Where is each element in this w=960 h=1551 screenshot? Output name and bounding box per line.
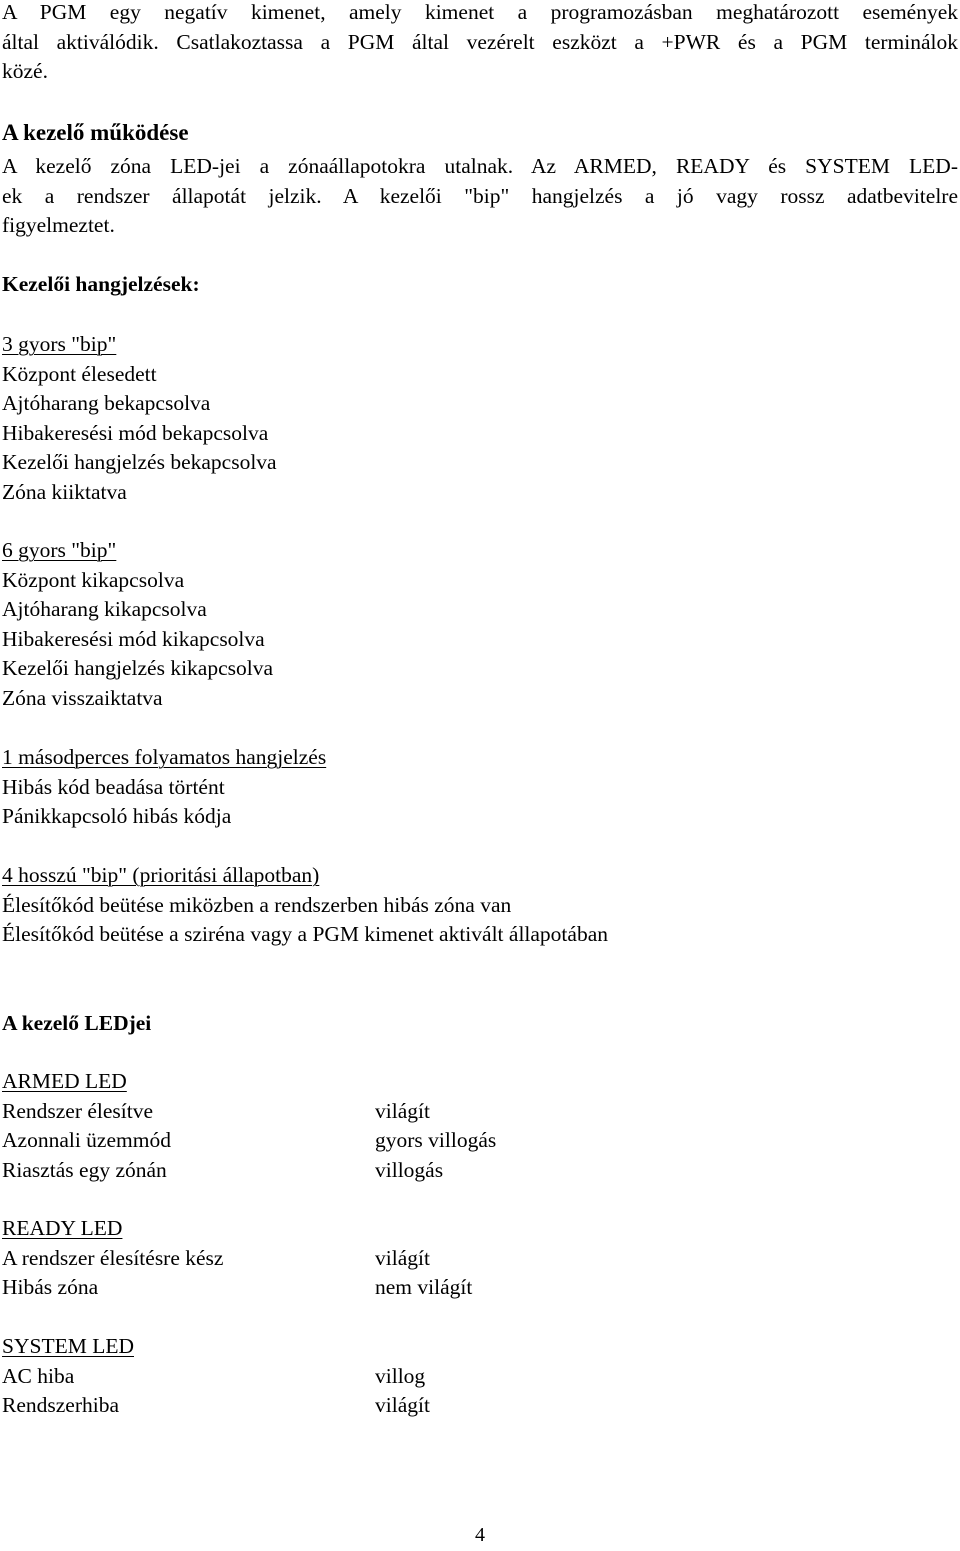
beep-group-header: 4 hosszú "bip" (prioritási állapotban): [2, 863, 320, 887]
led-row-state: nem világít: [375, 1275, 473, 1299]
led-row-label: Hibás zóna: [2, 1275, 99, 1299]
led-group-armed: [2, 1067, 958, 1185]
beep-group-header: 1 másodperces folyamatos hangjelzés: [2, 745, 327, 769]
beep-item: Kezelői hangjelzés bekapcsolva: [2, 450, 277, 474]
intro-line: közé.: [2, 59, 48, 83]
beep-item: Élesítőkód beütése a sziréna vagy a PGM kimenet aktivált állapotában: [2, 922, 608, 946]
beep-item: Hibakeresési mód kikapcsolva: [2, 626, 265, 651]
beep-group-header: 6 gyors "bip": [2, 538, 117, 562]
beeps-title: Kezelői hangjelzések:: [2, 272, 200, 296]
beep-item: Ajtóharang bekapcsolva: [2, 391, 211, 415]
leds-title-block: [2, 1009, 958, 1039]
led-row-state: világít: [375, 1245, 430, 1270]
led-row-label: Rendszer élesítve: [2, 1098, 154, 1123]
led-row-label: AC hiba: [2, 1363, 75, 1388]
page-number: 4: [475, 1524, 485, 1546]
led-row-label: Rendszerhiba: [2, 1393, 120, 1417]
beep-group-long: [2, 861, 958, 950]
beep-item: Zóna visszaiktatva: [2, 685, 163, 710]
led-row-label: A rendszer élesítésre kész: [2, 1245, 224, 1270]
led-group-system: [2, 1332, 958, 1421]
led-row: [2, 1097, 958, 1127]
beep-item: Központ élesedett: [2, 361, 157, 386]
beep-item: Ajtóharang kikapcsolva: [2, 597, 207, 621]
led-group-header: ARMED LED: [2, 1069, 127, 1093]
operation-paragraph: [2, 152, 958, 241]
led-row-state: világít: [375, 1393, 430, 1417]
led-row-state: világít: [375, 1098, 430, 1123]
led-group-ready: [2, 1214, 958, 1303]
beep-item: Kezelői hangjelzés kikapcsolva: [2, 656, 274, 680]
led-row-label: Riasztás egy zónán: [2, 1157, 167, 1182]
beeps-title-block: [2, 270, 958, 300]
led-row: [2, 1156, 958, 1186]
operation-line: ek a rendszer állapotát jelzik. A kezelői "bip" hangjelzés a jó vagy rossz adatbevitelre: [2, 183, 958, 208]
beep-item: Pánikkapcsoló hibás kódja: [2, 804, 232, 828]
led-row-state: villogás: [375, 1157, 444, 1182]
led-row: [2, 1391, 958, 1421]
beep-item: Hibakeresési mód bekapcsolva: [2, 420, 269, 445]
led-row: [2, 1244, 958, 1274]
beep-group-header: 3 gyors "bip": [2, 332, 117, 356]
operation-line: figyelmeztet.: [2, 213, 115, 237]
led-row: [2, 1273, 958, 1303]
led-row: [2, 1362, 958, 1392]
led-row-state: villog: [375, 1363, 426, 1388]
led-row: [2, 1126, 958, 1156]
led-row-state: gyors villogás: [375, 1128, 497, 1152]
beep-group-continuous: [2, 743, 958, 832]
beep-group-3: [2, 330, 958, 507]
beep-item: Zóna kiiktatva: [2, 479, 127, 504]
beep-group-6: [2, 536, 958, 713]
beep-item: Élesítőkód beütése miközben a rendszerben hibás zóna van: [2, 892, 512, 917]
led-group-header: SYSTEM LED: [2, 1334, 134, 1358]
leds-title: A kezelő LEDjei: [2, 1011, 152, 1035]
intro-line: A PGM egy negatív kimenet, amely kimenet a programozásban meghatározott események: [2, 0, 958, 24]
operation-section: [2, 118, 958, 148]
led-group-header: READY LED: [2, 1216, 123, 1240]
beep-item: Központ kikapcsolva: [2, 567, 185, 592]
led-row-label: Azonnali üzemmód: [2, 1128, 171, 1152]
intro-line: által aktiválódik. Csatlakoztassa a PGM által vezérelt eszközt a +PWR és a PGM terminálok: [2, 29, 958, 54]
operation-line: A kezelő zóna LED-jei a zónaállapotokra utalnak. Az ARMED, READY és SYSTEM LED-: [2, 154, 958, 178]
beep-item: Hibás kód beadása történt: [2, 774, 225, 799]
operation-title: A kezelő működése: [2, 120, 189, 145]
intro-paragraph: [2, 0, 958, 87]
